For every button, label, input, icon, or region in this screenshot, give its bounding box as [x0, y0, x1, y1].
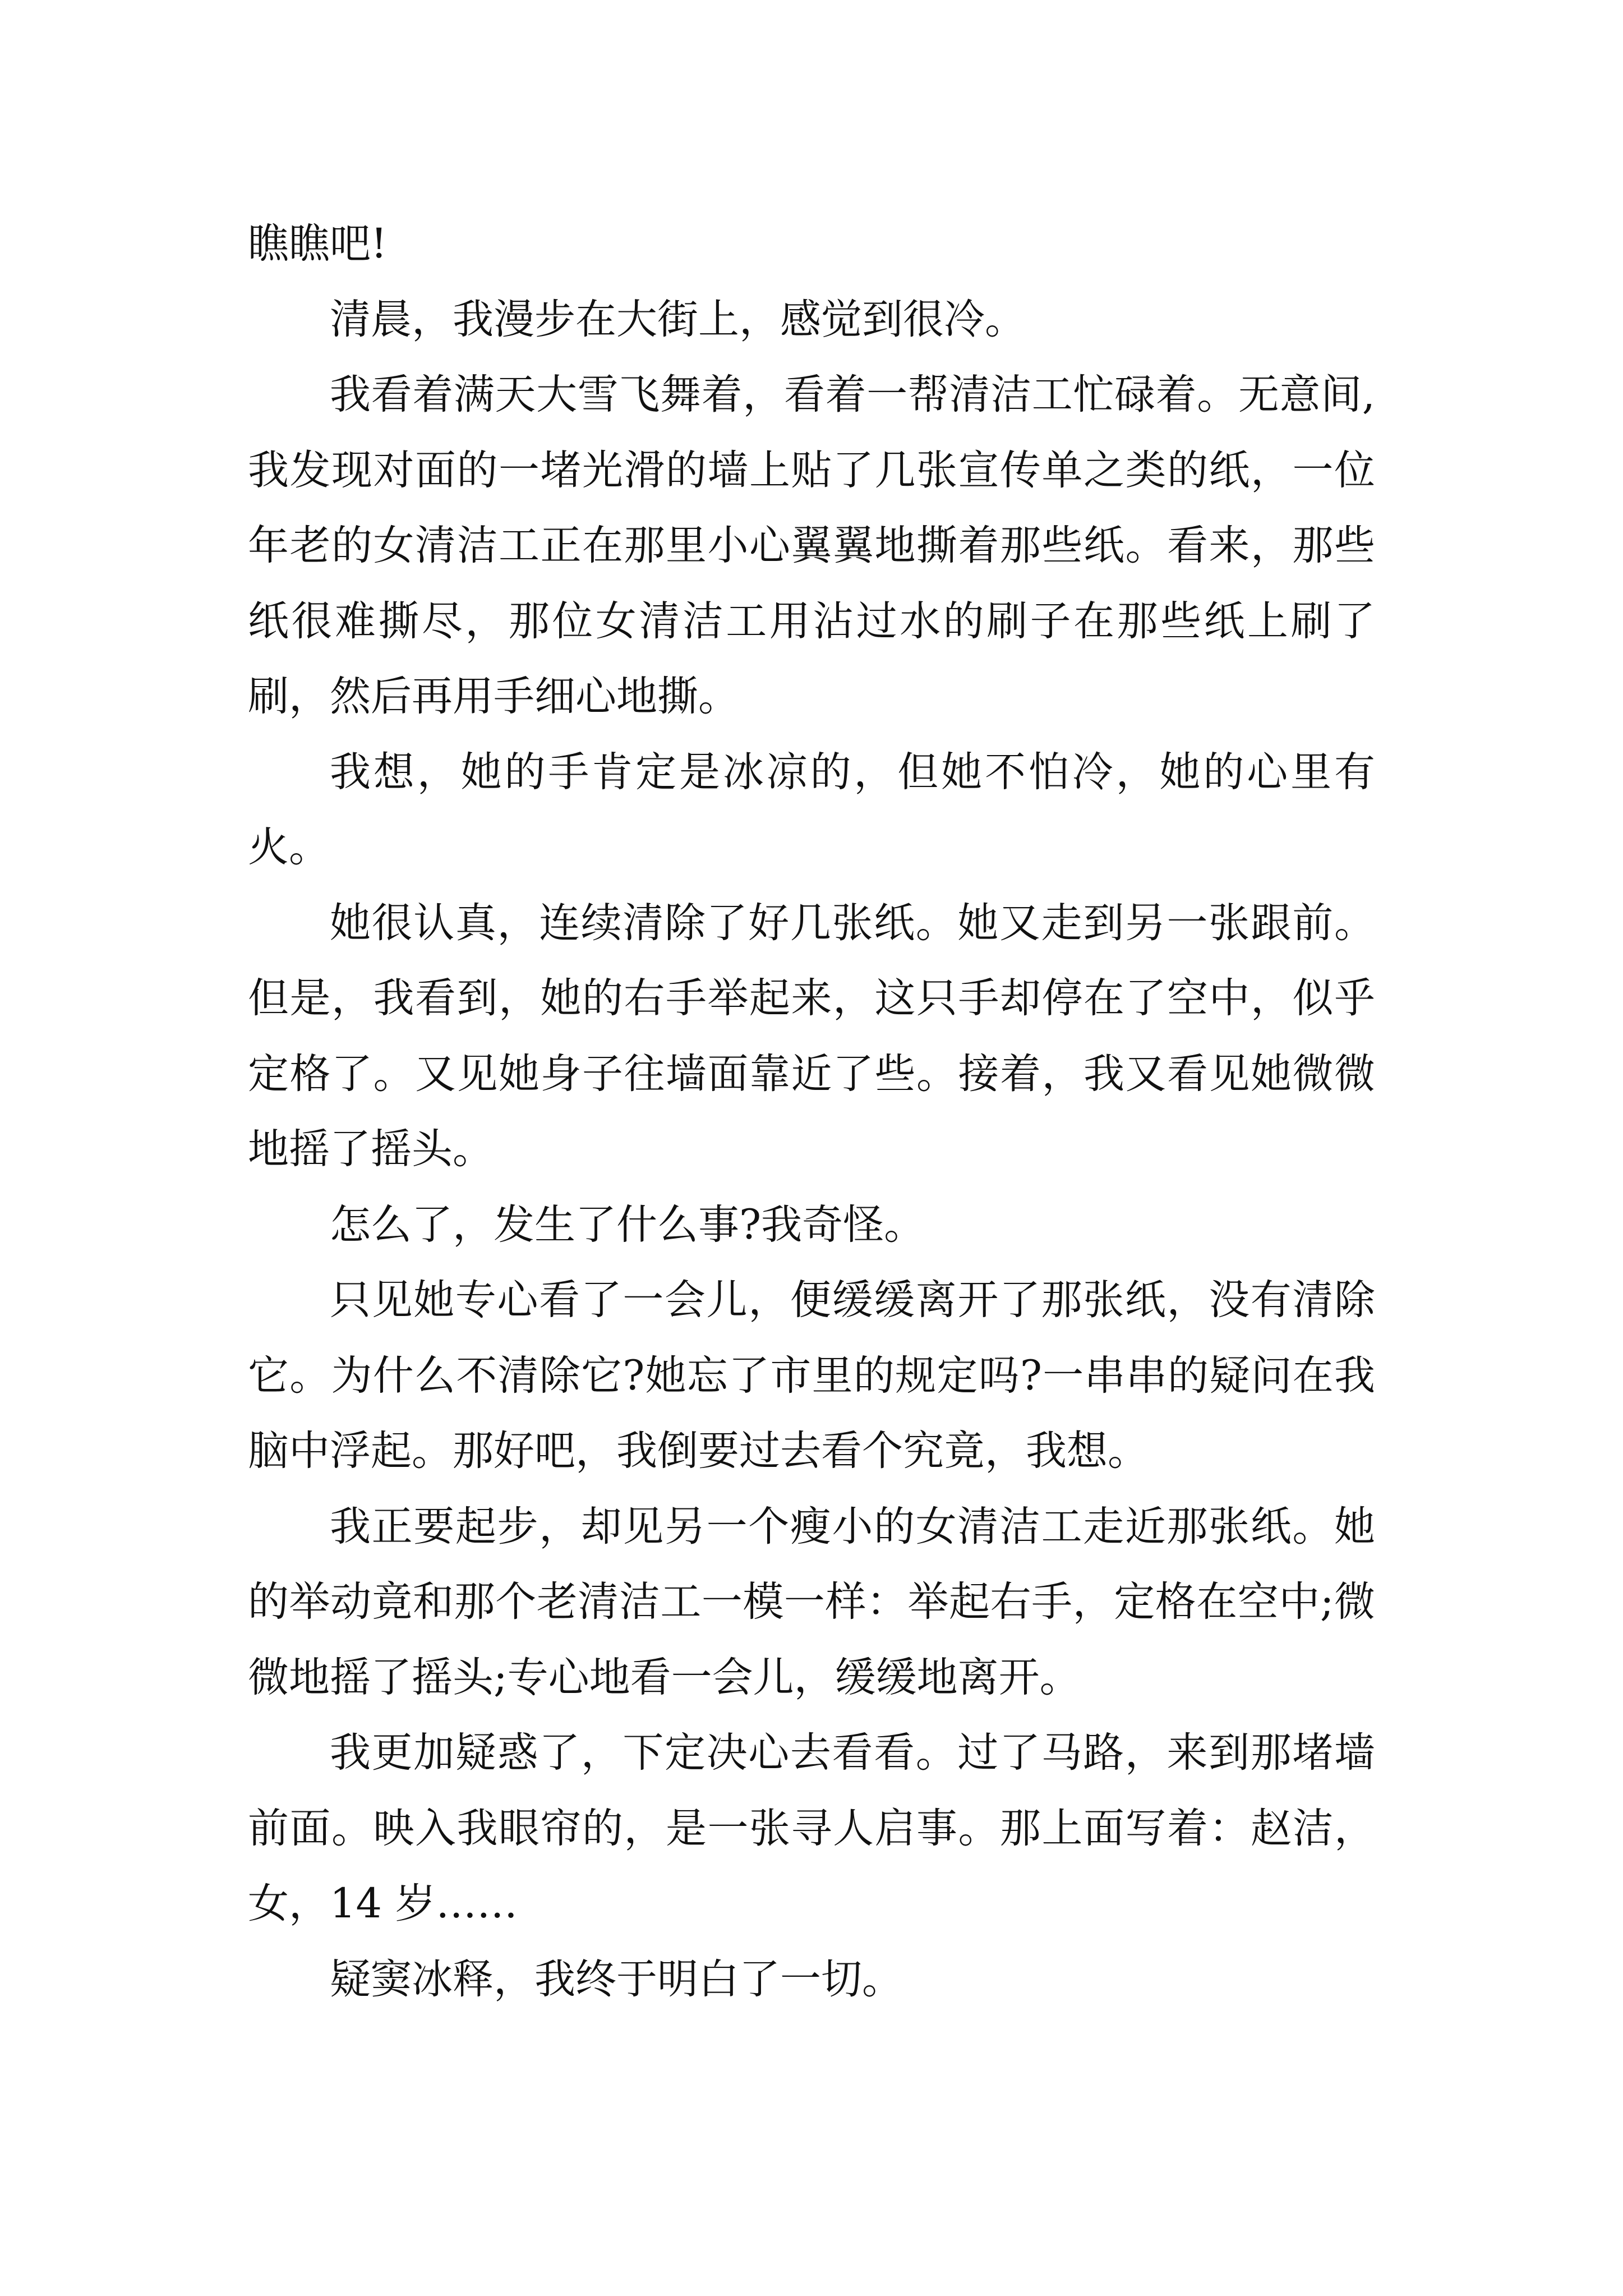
paragraph-1: 瞧瞧吧!	[248, 220, 388, 268]
paragraph-10: 疑窦冰释，我终于明白了一切。	[330, 1955, 903, 2003]
paragraph-8: 我正要起步，却见另一个瘦小的女清洁工走近那张纸。她的举动竟和那个老清洁工一模一样：举起右手，定格在空中;微微地摇了摇头;专心地看一会儿，缓缓地离开。	[248, 1502, 1375, 1701]
article-body	[248, 206, 1375, 2017]
paragraph-5: 她很认真，连续清除了好几张纸。她又走到另一张跟前。但是，我看到，她的右手举起来，这只手却停在了空中，似乎定格了。又见她身子往墙面靠近了些。接着，我又看见她微微地摇了摇头。	[248, 899, 1375, 1173]
paragraph-4: 我想，她的手肯定是冰凉的，但她不怕冷，她的心里有火。	[248, 748, 1375, 871]
paragraph-3: 我看着满天大雪飞舞着，看着一帮清洁工忙碌着。无意间,我发现对面的一堵光滑的墙上贴了几张宣传单之类的纸，一位年老的女清洁工正在那里小心翼翼地撕着那些纸。看来，那些纸很难撕尽，那位女清洁工用沾过水的刷子在那些纸上刷了刷，然后再用手细心地撕。	[248, 371, 1375, 720]
paragraph-7: 只见她专心看了一会儿，便缓缓离开了那张纸，没有清除它。为什么不清除它?她忘了市里的规定吗?一串串的疑问在我脑中浮起。那好吧，我倒要过去看个究竟，我想。	[248, 1276, 1375, 1475]
paragraph-9: 我更加疑惑了，下定决心去看看。过了马路，来到那堵墙前面。映入我眼帘的，是一张寻人启事。那上面写着：赵洁，女，14 岁……	[248, 1729, 1375, 1927]
paragraph-6: 怎么了，发生了什么事?我奇怪。	[330, 1200, 925, 1249]
paragraph-2: 清晨，我漫步在大街上，感觉到很冷。	[330, 295, 1026, 343]
